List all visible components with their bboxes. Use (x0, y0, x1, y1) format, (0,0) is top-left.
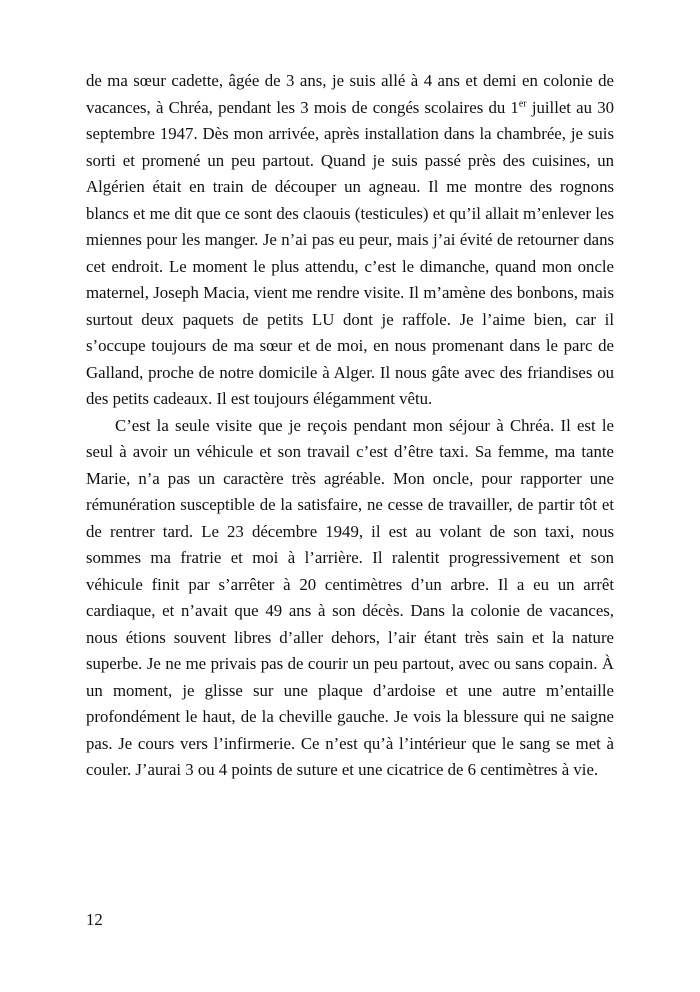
page-number: 12 (86, 910, 103, 929)
paragraph-1 (86, 68, 614, 413)
body-text (86, 68, 614, 784)
paragraph-1-text-b: juillet au 30 septembre 1947. Dès mon arrivée, après installation dans la chambrée, je suis sorti et promené un peu partout. Quand je suis passé près des cuisines, un Algérien était en train de découper un agneau. Il me montre des rognons blancs et me dit que ce sont des claouis (testicules) et qu’il allait m’enlever les miennes pour les manger. Je n’ai pas eu peur, mais j’ai évité de retourner dans cet endroit. Le moment le plus attendu, c’est le dimanche, quand mon oncle maternel, Joseph Macia, vient me rendre visite. Il m’amène des bonbons, mais surtout deux paquets de petits LU dont je raffole. Je l’aime bien, car il s’occupe toujours de ma sœur et de moi, en nous promenant dans le parc de Galland, proche de notre domicile à Alger. Il nous gâte avec des friandises ou des petits cadeaux. Il est toujours élégamment vêtu. (86, 97, 614, 408)
paragraph-1-text-a: de ma sœur cadette, âgée de 3 ans, je suis allé à 4 ans et demi en colonie de vacances, à Chréa, pendant les 3 mois de congés scolaires du 1 (86, 71, 614, 117)
ordinal-superscript: er (518, 97, 527, 109)
paragraph-2: C’est la seule visite que je reçois pendant mon séjour à Chréa. Il est le seul à avoir un véhicule et son travail c’est d’être taxi. Sa femme, ma tante Marie, n’a pas un caractère très agréable. Mon oncle, pour rapporter une rémunération susceptible de la satisfaire, ne cesse de travailler, de partir tôt et de rentrer tard. Le 23 décembre 1949, il est au volant de son taxi, nous sommes ma fratrie et moi à l’arrière. Il ralentit progressivement et son véhicule finit par s’arrêter à 20 centimètres d’un arbre. Il a eu un arrêt cardiaque, et n’avait que 49 ans à son décès. Dans la colonie de vacances, nous étions souvent libres d’aller dehors, l’air étant très sain et la nature superbe. Je ne me privais pas de courir un peu partout, avec ou sans copain. À un moment, je glisse sur une plaque d’ardoise et une autre m’entaille profondément le haut, de la cheville gauche. Je vois la blessure qui ne saigne pas. Je cours vers l’infirmerie. Ce n’est qu’à l’intérieur que le sang se met à couler. J’aurai 3 ou 4 points de suture et une cicatrice de 6 centimètres à vie. (86, 415, 614, 779)
